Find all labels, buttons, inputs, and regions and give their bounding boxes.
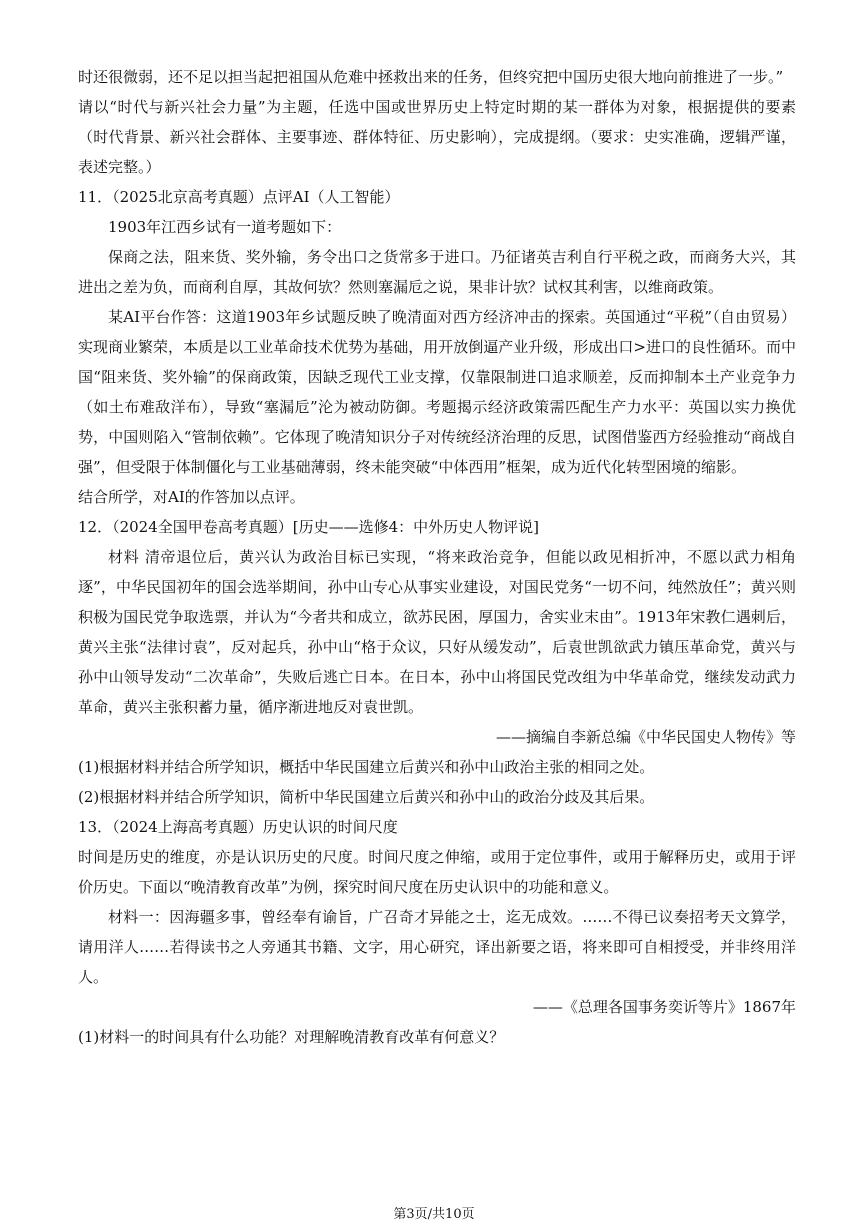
q13-subquestion-1: (1)材料一的时间具有什么功能？对理解晚清教育改革有何意义？ <box>78 1028 505 1046</box>
question-12-title: 12．（2024全国甲卷高考真题）[历史——选修4：中外历史人物评说] <box>78 518 540 536</box>
q11-task: 结合所学，对AI的作答加以点评。 <box>78 488 305 506</box>
q13-intro: 时间是历史的维度，亦是认识历史的尺度。时间尺度之伸缩，或用于定位事件，或用于解释历史，或用于评价历史。下面以“晚清教育改革”为例，探究时间尺度在历史认识中的功能和意义。 <box>78 848 796 896</box>
question-13-title: 13．（2024上海高考真题）历史认识的时间尺度 <box>78 818 398 836</box>
question-11-title: 11．（2025北京高考真题）点评AI（人工智能） <box>78 188 400 206</box>
q11-intro: 1903年江西乡试有一道考题如下： <box>108 218 342 236</box>
document-body <box>78 62 796 1052</box>
q12-source: ——摘编自李新总编《中华民国史人物传》等 <box>495 728 796 746</box>
q11-exam-question: 保商之法，阻来货、奖外输，务令出口之货常多于进口。乃征诸英吉利自行平税之政，而商务大兴，其进出之差为负，而商利自厚，其故何欤？然则塞漏卮之说，果非计欤？试权其利害，以维商政策。 <box>78 248 796 296</box>
q12-material: 材料 清帝退位后，黄兴认为政治目标已实现，“将来政治竞争，但能以政见相折冲，不愿以武力相角逐”，中华民国初年的国会选举期间，孙中山专心从事实业建设，对国民党务“一切不问，纯然放任”；黄兴则积极为国民党争取选票，并认为“今者共和成立，欲苏民困，厚国力，舍实业末由”。1913年宋教仁遇刺后，黄兴主张“法律讨袁”，反对起兵，孙中山“格于众议，只好从缓发动”，后袁世凯欲武力镇压革命党，黄兴与孙中山领导发动“二次革命”，失败后逃亡日本。在日本，孙中山将国民党改组为中华革命党，继续发动武力革命，黄兴主张积蓄力量，循序渐进地反对袁世凯。 <box>78 548 796 716</box>
paragraph-task-instruction: 请以“时代与新兴社会力量”为主题，任选中国或世界历史上特定时期的某一群体为对象，根据提供的要素（时代背景、新兴社会群体、主要事迹、群体特征、历史影响），完成提纲。（要求：史实准确，逻辑严谨，表述完整。） <box>78 98 796 176</box>
q13-source: ——《总理各国事务奕䜣等片》1867年 <box>532 998 796 1016</box>
paragraph-quote-end: 时还很微弱，还不足以担当起把祖国从危难中拯救出来的任务，但终究把中国历史很大地向前推进了一步。” <box>78 68 784 86</box>
q11-ai-answer: 某AI平台作答：这道1903年乡试题反映了晚清面对西方经济冲击的探索。英国通过“平税”（自由贸易）实现商业繁荣，本质是以工业革命技术优势为基础，用开放倒逼产业升级，形成出口>进口的良性循环。而中国“阻来货、奖外输”的保商政策，因缺乏现代工业支撑，仅靠限制进口追求顺差，反而抑制本土产业竞争力（如土布难敌洋布），导致“塞漏卮”沦为被动防御。考题揭示经济政策需匹配生产力水平：英国以实力换优势，中国则陷入“管制依赖”。它体现了晚清知识分子对传统经济治理的反思，试图借鉴西方经验推动“商战自强”，但受限于体制僵化与工业基础薄弱，终未能突破“中体西用”框架，成为近代化转型困境的缩影。 <box>78 308 796 476</box>
page-number: 第3页/共10页 <box>393 1207 475 1222</box>
q13-material-1: 材料一：因海疆多事，曾经奉有谕旨，广召奇才异能之士，迄无成效。……不得已议奏招考天文算学，请用洋人……若得读书之人旁通其书籍、文字，用心研究，译出新要之语，将来即可自相授受，并非终用洋人。 <box>78 908 796 986</box>
q12-subquestion-2: (2)根据材料并结合所学知识，简析中华民国建立后黄兴和孙中山的政治分歧及其后果。 <box>78 788 655 806</box>
q12-subquestion-1: (1)根据材料并结合所学知识，概括中华民国建立后黄兴和孙中山政治主张的相同之处。 <box>78 758 655 776</box>
